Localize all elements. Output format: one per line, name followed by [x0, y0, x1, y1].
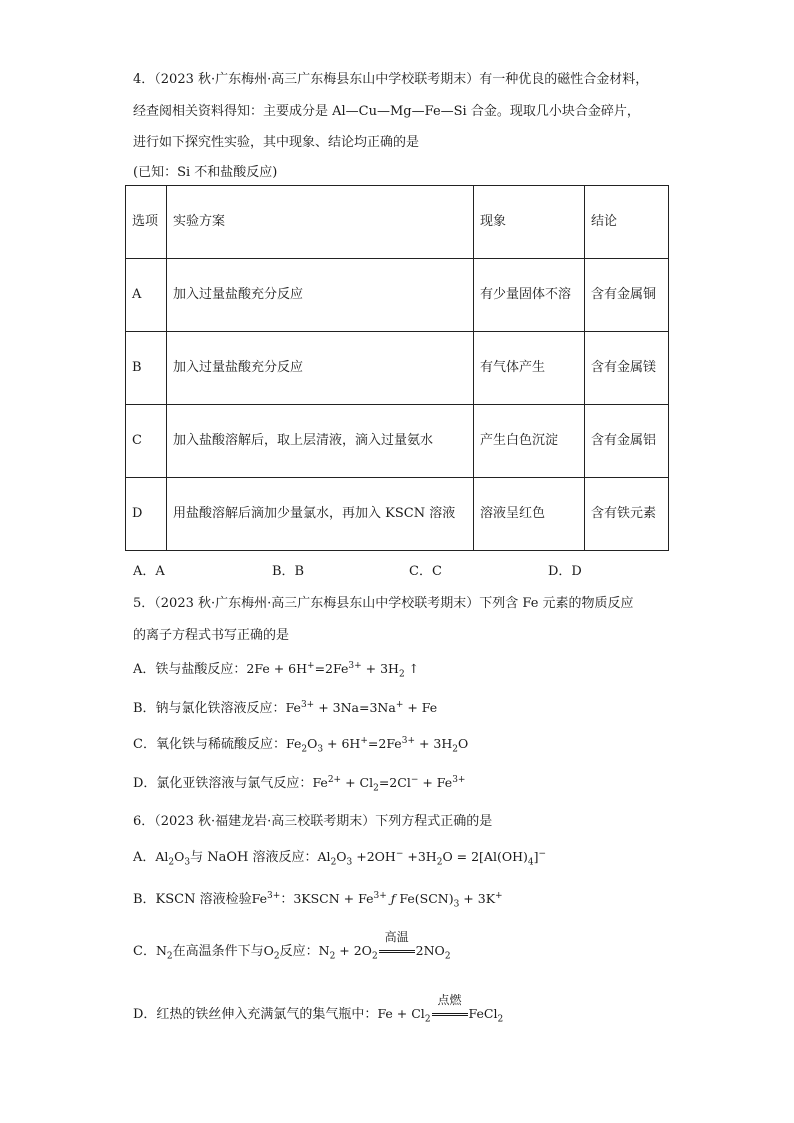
- row-conclusion: 含有金属铝: [585, 405, 669, 478]
- reaction-condition: [379, 930, 415, 958]
- table-row: [126, 332, 669, 405]
- row-option: C: [126, 405, 167, 478]
- reaction-condition: [432, 993, 468, 1021]
- equation: $Fe^{3+} + 3Na=3Na^+ + Fe$: [285, 699, 438, 715]
- option-d[interactable]: D．D: [548, 564, 582, 579]
- equation: $Fe + Cl_2$ 点燃 FeCl$_2$: [377, 993, 504, 1025]
- row-conclusion: 含有金属镁: [585, 332, 669, 405]
- q5-option-a[interactable]: [133, 658, 420, 680]
- row-option: A: [126, 259, 167, 332]
- condition-text: 高温: [384, 930, 409, 944]
- reactant: $Al_2O_3$: [155, 849, 191, 868]
- q5-option-b[interactable]: [133, 697, 437, 716]
- row-plan: 加入盐酸溶解后，取上层清液，滴入过量氨水: [167, 405, 474, 478]
- option-label: 与 NaOH 溶液反应：: [190, 850, 318, 865]
- equation: $N_2 + 2O_2$ 高温 $2NO_2$: [318, 930, 451, 962]
- q4-note: (已知：Si 不和盐酸反应): [133, 165, 278, 180]
- option-c[interactable]: C．C: [409, 564, 442, 579]
- reactant-n2: $N_2$: [155, 943, 173, 962]
- row-conclusion: 含有金属铜: [585, 259, 669, 332]
- q4-stem-line2: 经查阅相关资料得知：主要成分是 Al—Cu—Mg—Fe—Si 合金。现取几小块合金碎片，: [133, 104, 640, 119]
- q6-option-a[interactable]: [133, 846, 547, 868]
- q4-stem-line1: 4．（2023 秋·广东梅州·高三广东梅县东山中学校联考期末）有一种优良的磁性合金材料，: [133, 72, 649, 87]
- equation: $2Fe + 6H^+=2Fe^{3+} + 3H_2$ ↑: [246, 660, 420, 680]
- table-header-row: [126, 186, 669, 259]
- condition-text: 点燃: [437, 993, 462, 1007]
- option-prefix: C．: [133, 944, 156, 959]
- header-option: 选项: [126, 186, 167, 259]
- table-row: [126, 478, 669, 551]
- option-a[interactable]: A．A: [133, 564, 165, 579]
- equation: $Fe_2O_3 + 6H^+=2Fe^{3+} + 3H_2O$: [285, 735, 469, 755]
- row-option: B: [126, 332, 167, 405]
- q6-option-b[interactable]: B．KSCN 溶液检验$Fe^{3+}$：3KSCN + $Fe^{3+}$ ƒ $Fe(SCN)_3 + 3K^+$: [133, 890, 503, 910]
- row-phenomenon: 溶液呈红色: [474, 478, 585, 551]
- header-plan: 实验方案: [167, 186, 474, 259]
- option-label: B．钠与氯化铁溶液反应：: [133, 701, 286, 716]
- row-plan: 加入过量盐酸充分反应: [167, 259, 474, 332]
- row-conclusion: 含有铁元素: [585, 478, 669, 551]
- option-b[interactable]: B．B: [272, 564, 305, 579]
- ion: $Fe^{3+}$: [251, 890, 281, 906]
- equation: 3KSCN + $Fe^{3+}$ ƒ $Fe(SCN)_3 + 3K^+$: [293, 890, 503, 910]
- table-row: [126, 405, 669, 478]
- header-phenomenon: 现象: [474, 186, 585, 259]
- q6-stem: 6．（2023 秋·福建龙岩·高三校联考期末）下列方程式正确的是: [133, 814, 493, 829]
- row-plan: 加入过量盐酸充分反应: [167, 332, 474, 405]
- table-row: [126, 259, 669, 332]
- option-label: D．氯化亚铁溶液与氯气反应：: [133, 776, 313, 791]
- q5-stem-line2: 的离子方程式书写正确的是: [133, 628, 290, 643]
- option-label: D．红热的铁丝伸入充满氯气的集气瓶中：: [133, 1007, 378, 1022]
- q4-stem-line3: 进行如下探究性实验，其中现象、结论均正确的是: [133, 135, 420, 150]
- q4-options: [133, 560, 693, 578]
- q6-option-d[interactable]: [133, 993, 504, 1025]
- equation: $Al_2O_3 +2OH^- +3H_2O = 2[Al(OH)_4]^-$: [317, 848, 547, 868]
- row-phenomenon: 产生白色沉淀: [474, 405, 585, 478]
- q4-experiment-table: [125, 185, 669, 551]
- option-prefix: A．: [133, 850, 156, 865]
- q5-stem-line1: 5．（2023 秋·广东梅州·高三广东梅县东山中学校联考期末）下列含 Fe 元素的物质反应: [133, 596, 634, 611]
- q5-option-d[interactable]: [133, 772, 466, 794]
- reactant-o2: $O_2$: [263, 943, 280, 962]
- option-label: C．氧化铁与稀硫酸反应：: [133, 737, 286, 752]
- row-phenomenon: 有少量固体不溶: [474, 259, 585, 332]
- row-option: D: [126, 478, 167, 551]
- row-plan: 用盐酸溶解后滴加少量氯水，再加入 KSCN 溶液: [167, 478, 474, 551]
- q6-option-c[interactable]: [133, 930, 451, 962]
- header-conclusion: 结论: [585, 186, 669, 259]
- row-phenomenon: 有气体产生: [474, 332, 585, 405]
- option-label: B．KSCN 溶液检验: [133, 892, 252, 907]
- equation: $Fe^{2+} + Cl_2=2Cl^- + Fe^{3+}$: [312, 774, 466, 794]
- option-label: A．铁与盐酸反应：: [133, 662, 247, 677]
- option-label-end: 反应：: [279, 944, 319, 959]
- option-label: 在高温条件下与: [172, 944, 264, 959]
- q5-option-c[interactable]: [133, 733, 469, 755]
